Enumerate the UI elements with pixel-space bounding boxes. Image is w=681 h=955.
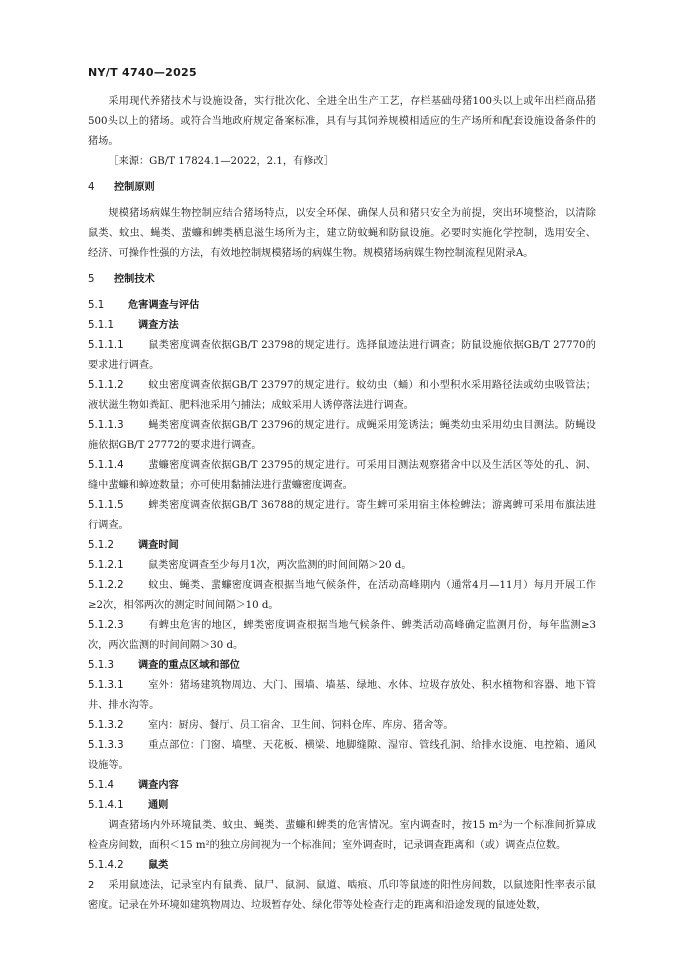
section-5-1-heading: [88, 296, 596, 316]
section-title: 调查时间: [138, 540, 179, 551]
section-number: 5: [88, 274, 95, 285]
clause-text: 蜱类密度调查依据GB/T 36788的规定进行。寄生蜱可采用宿主体检蜱法；游离蜱可采用布旗法进行调查。: [88, 500, 596, 531]
section-title: 通则: [148, 800, 169, 811]
clause: [88, 496, 596, 536]
clause: [88, 456, 596, 496]
section-title: 危害调查与评估: [128, 300, 200, 311]
section-number: 5.1.3: [88, 660, 114, 671]
section-title: 控制技术: [114, 274, 155, 285]
section-4-text: 规模猪场病媒生物控制应结合猪场特点，以安全环保、确保人员和猪只安全为前提，突出环境整治，以清除鼠类、蚊虫、蝇类、蜚蠊和蜱类栖息滋生场所为主，建立防蚊蝇和防鼠设施。必要时实施化学控制，选用安全、经济、可操作性强的方法，有效地控制规模猪场的病媒生物。规模猪场病媒生物控制流程见附录A。: [88, 208, 596, 259]
page-content: [88, 92, 596, 916]
clause-number: 5.1.1.2: [88, 380, 124, 391]
clause: [88, 716, 596, 736]
section-5-1-4-heading: [88, 776, 596, 796]
section-number: 5.1.4.1: [88, 800, 124, 811]
clause-number: 5.1.2.1: [88, 560, 124, 571]
clause-text: 重点部位：门窗、墙壁、天花板、横梁、地脚缝隙、湿帘、管线孔洞、给排水设施、电控箱、通风设施等。: [88, 740, 596, 771]
clause-text: 蜚蠊密度调查依据GB/T 23795的规定进行。可采用目测法观察猪舍中以及生活区等处的孔、洞、缝中蜚蠊和蟑迹数量；亦可使用黏捕法进行蜚蠊密度调查。: [88, 460, 596, 491]
section-5-1-4-1-heading: [88, 796, 596, 816]
term-source: ［来源：GB/T 17824.1—2022，2.1，有修改］: [108, 156, 334, 167]
section-number: 5.1.1: [88, 320, 114, 331]
clause-text: 蝇类密度调查依据GB/T 23796的规定进行。成蝇采用笼诱法；蝇类幼虫采用幼虫目测法。防蝇设施依据GB/T 27772的要求进行调查。: [88, 420, 596, 451]
clause-text: 室内：厨房、餐厅、员工宿舍、卫生间、饲料仓库、库房、猪舍等。: [148, 720, 454, 731]
clause-text: 鼠类密度调查至少每月1次，两次监测的时间间隔＞20 d。: [148, 560, 412, 571]
clause-number: 5.1.2.2: [88, 580, 124, 591]
section-5-1-4-2-heading: [88, 856, 596, 876]
section-number: 5.1.2: [88, 540, 114, 551]
clause-text: 蚊虫密度调查依据GB/T 23797的规定进行。蚊幼虫（蛹）和小型积水采用路径法或幼虫吸管法；液状滋生物如粪缸、肥料池采用勺捕法；成蚊采用人诱停落法进行调查。: [88, 380, 596, 411]
clause-number: 5.1.1.1: [88, 340, 124, 351]
rodent-text: 采用鼠迹法，记录室内有鼠粪、鼠尸、鼠洞、鼠道、啮痕、爪印等鼠迹的阳性房间数，以鼠迹阳性率表示鼠密度。记录在外环境如建筑物周边、垃圾暂存处、绿化带等处检查行走的距离和沿途发现的鼠迹处数，: [88, 880, 596, 911]
clause: [88, 576, 596, 616]
clause-number: 5.1.1.3: [88, 420, 124, 431]
section-title: 控制原则: [114, 182, 155, 193]
general-rule-text: 调查猪场内外环境鼠类、蚊虫、蝇类、蜚蠊和蜱类的危害情况。室内调查时，按15 m²为一个标准间折算成检查房间数，面积＜15 m²的独立房间视为一个标准间；室外调查时，记录调查距离和（或）调查点位数。: [88, 820, 596, 851]
page-number: 2: [88, 880, 95, 891]
section-title: 调查内容: [138, 780, 179, 791]
clause-number: 5.1.3.2: [88, 720, 124, 731]
clause-text: 有蜱虫危害的地区，蜱类密度调查根据当地气候条件、蜱类活动高峰确定监测月份，每年监测≥3次，两次监测的时间间隔＞30 d。: [88, 620, 596, 651]
clause: [88, 556, 596, 576]
clause-text: 室外：猪场建筑物周边、大门、围墙、墙基、绿地、水体、垃圾存放处、积水植物和容器、地下管井、排水沟等。: [88, 680, 596, 711]
section-number: 5.1.4: [88, 780, 114, 791]
clause: [88, 676, 596, 716]
clause: [88, 616, 596, 656]
section-title: 调查的重点区域和部位: [138, 660, 240, 671]
section-5-heading: [88, 270, 596, 290]
section-number: 5.1.4.2: [88, 860, 124, 871]
section-5-1-1-heading: [88, 316, 596, 336]
section-5-1-3-heading: [88, 656, 596, 676]
clause: [88, 376, 596, 416]
clause-number: 5.1.1.5: [88, 500, 124, 511]
clause-text: 蚊虫、蝇类、蜚蠊密度调查根据当地气候条件，在活动高峰期内（通常4月—11月）每月开展工作≥2次，相邻两次的测定时间间隔＞10 d。: [88, 580, 596, 611]
clause-number: 5.1.3.3: [88, 740, 124, 751]
clause: [88, 736, 596, 776]
section-number: 4: [88, 182, 95, 193]
clause: [88, 416, 596, 456]
section-5-1-2-heading: [88, 536, 596, 556]
term-definition: 采用现代养猪技术与设施设备，实行批次化、全进全出生产工艺，存栏基础母猪100头以上或年出栏商品猪500头以上的猪场。或符合当地政府规定备案标准，具有与其饲养规模相适应的生产场所和配套设施设备条件的猪场。: [88, 96, 596, 147]
clause: [88, 336, 596, 376]
clause-text: 鼠类密度调查依据GB/T 23798的规定进行。选择鼠迹法进行调查；防鼠设施依据GB/T 27770的要求进行调查。: [88, 340, 596, 371]
clause-number: 5.1.1.4: [88, 460, 124, 471]
standard-number: NY/T 4740—2025: [88, 66, 197, 79]
clause-number: 5.1.2.3: [88, 620, 124, 631]
section-title: 鼠类: [148, 860, 169, 871]
clause-number: 5.1.3.1: [88, 680, 124, 691]
section-number: 5.1: [88, 300, 105, 311]
section-title: 调查方法: [138, 320, 179, 331]
section-4-heading: [88, 178, 596, 198]
